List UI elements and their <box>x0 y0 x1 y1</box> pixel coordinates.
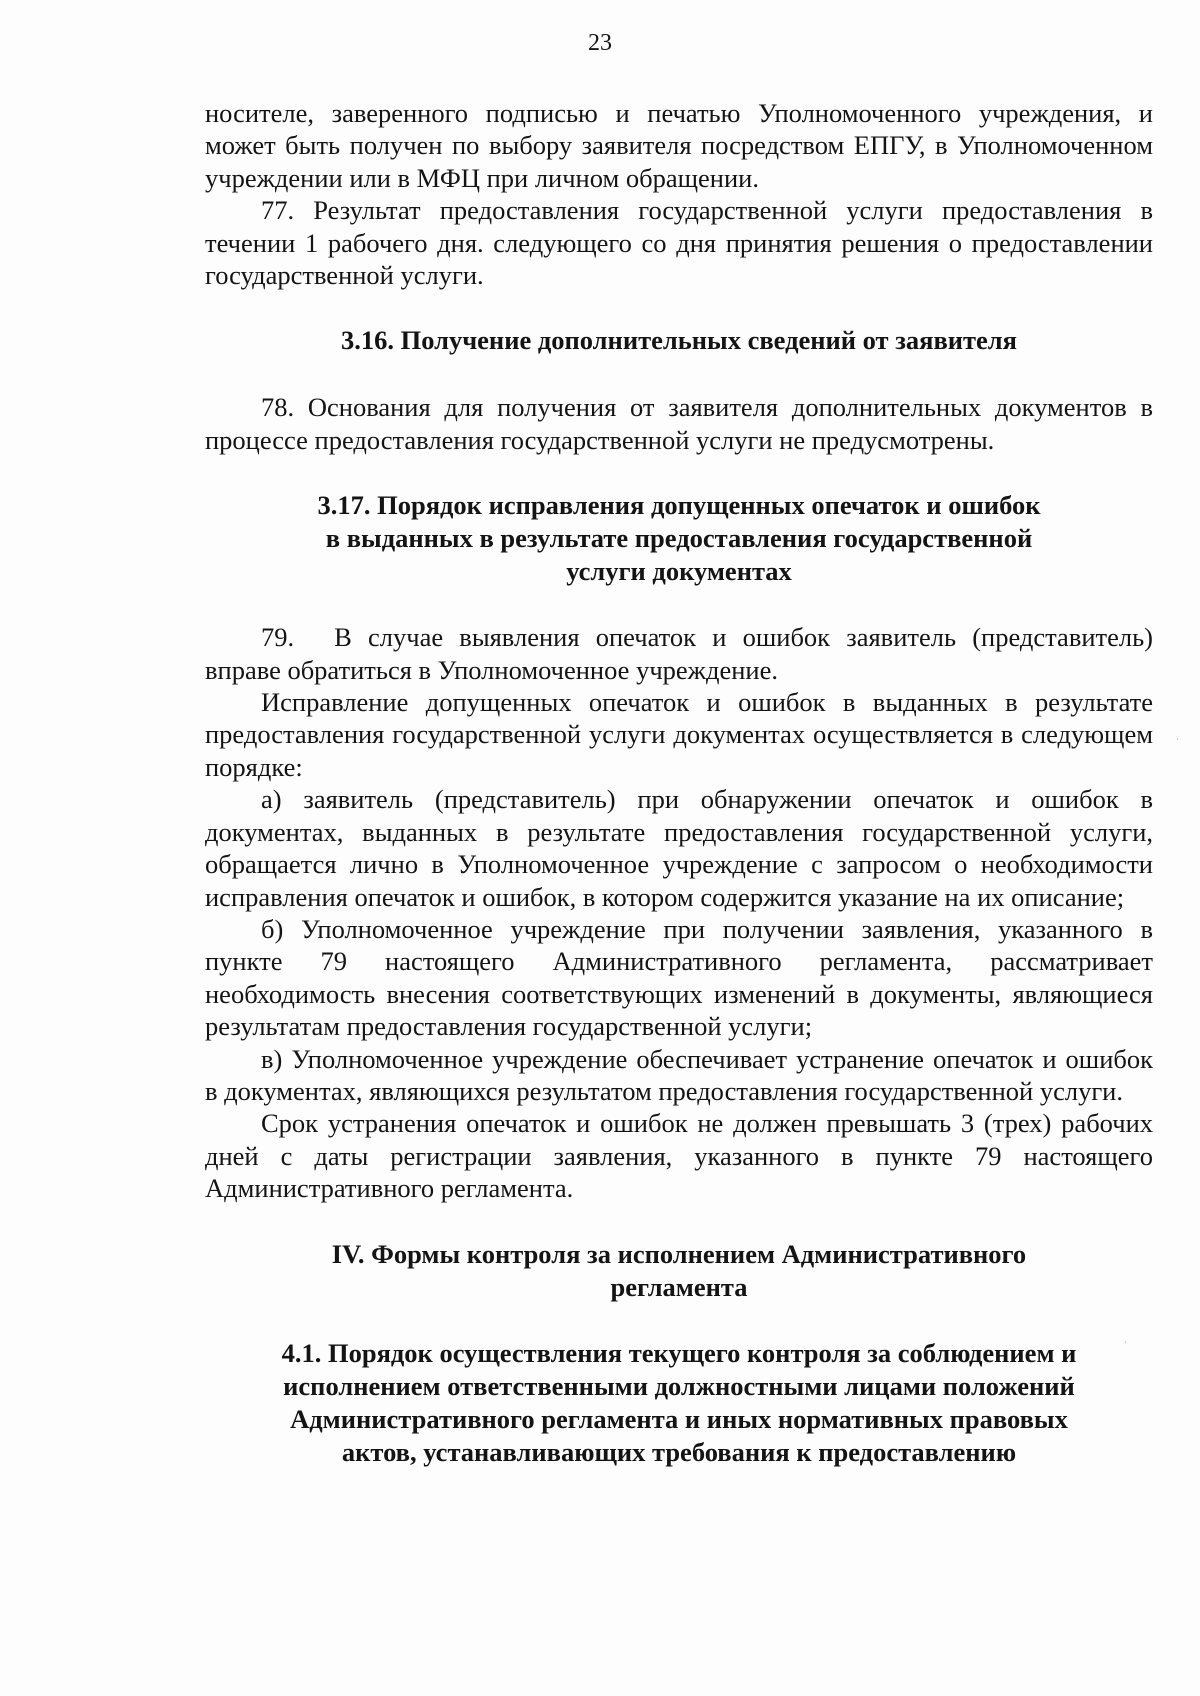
paragraph-77: 77. Результат предоставления государственной услуги предоставления в течении 1 рабочего дня. следующего со дня принятия решения о предоставлении государственной услуги. <box>205 195 1153 291</box>
page-number: 23 <box>588 30 612 56</box>
heading-3-17-line: 3.17. Порядок исправления допущенных опечаток и ошибок <box>317 490 1041 521</box>
heading-3-17-line: услуги документах <box>566 556 792 587</box>
heading-section-iv-line: IV. Формы контроля за исполнением Административного <box>331 1238 1027 1269</box>
heading-4-1 <box>205 1337 1153 1469</box>
heading-4-1-line: Административного регламента и иных нормативных правовых <box>290 1403 1068 1434</box>
heading-3-17 <box>205 489 1153 588</box>
paragraph-78: 78. Основания для получения от заявителя дополнительных документов в процессе предоставления государственной услуги не предусмотрены. <box>205 392 1153 455</box>
paragraph-79-item-a: а) заявитель (представитель) при обнаружении опечаток и ошибок в документах, выданных в результате предоставления государственной услуги, обращается лично в Уполномоченное учреждение с запросом о необходимости исправления опечаток и ошибок, в котором содержится указание на их описание; <box>205 784 1153 912</box>
paragraph-79 <box>205 621 1153 686</box>
paragraph-79-item-b: б) Уполномоченное учреждение при получении заявления, указанного в пункте 79 настоящего Административного регламента, рассматривает необходимость внесения соответствующих изменений в документы, являющиеся результатам предоставления государственной услуги; <box>205 913 1153 1042</box>
page-content <box>205 97 1153 1469</box>
scan-speck: · <box>1124 1338 1127 1347</box>
paragraph-79-item-v: в) Уполномоченное учреждение обеспечивает устранение опечаток и ошибок в документах, являющихся результатом предоставления государственной услуги. <box>205 1043 1153 1106</box>
heading-4-1-line: актов, устанавливающих требования к предоставлению <box>341 1436 1017 1467</box>
paragraph-79-correction: Исправление допущенных опечаток и ошибок в выданных в результате предоставления государственной услуги документах осуществляется в следующем порядке: <box>205 687 1153 782</box>
paragraph-79-term: Срок устранения опечаток и ошибок не должен превышать 3 (трех) рабочих дней с даты регистрации заявления, указанного в пункте 79 настоящего Административного регламента. <box>205 1108 1153 1204</box>
heading-section-iv-line: регламента <box>610 1271 748 1302</box>
heading-4-1-line: исполнением ответственными должностными лицами положений <box>283 1370 1075 1401</box>
scan-speck: · <box>1176 735 1179 744</box>
paragraph-79-text: В случае выявления опечаток и ошибок заявитель (представитель) вправе обратиться в Уполномоченное учреждение. <box>205 622 1153 685</box>
heading-3-17-line: в выданных в результате предоставления государственной <box>325 523 1033 554</box>
heading-4-1-line: 4.1. Порядок осуществления текущего контроля за соблюдением и <box>281 1337 1077 1368</box>
heading-3-16: 3.16. Получение дополнительных сведений от заявителя <box>340 325 1018 356</box>
heading-section-iv <box>205 1238 1153 1304</box>
paragraph-continuation: носителе, заверенного подписью и печатью Уполномоченного учреждения, и может быть получен по выбору заявителя посредством ЕПГУ, в Уполномоченном учреждении или в МФЦ при личном обращении. <box>205 98 1153 193</box>
paragraph-79-number: 79. <box>261 622 295 653</box>
